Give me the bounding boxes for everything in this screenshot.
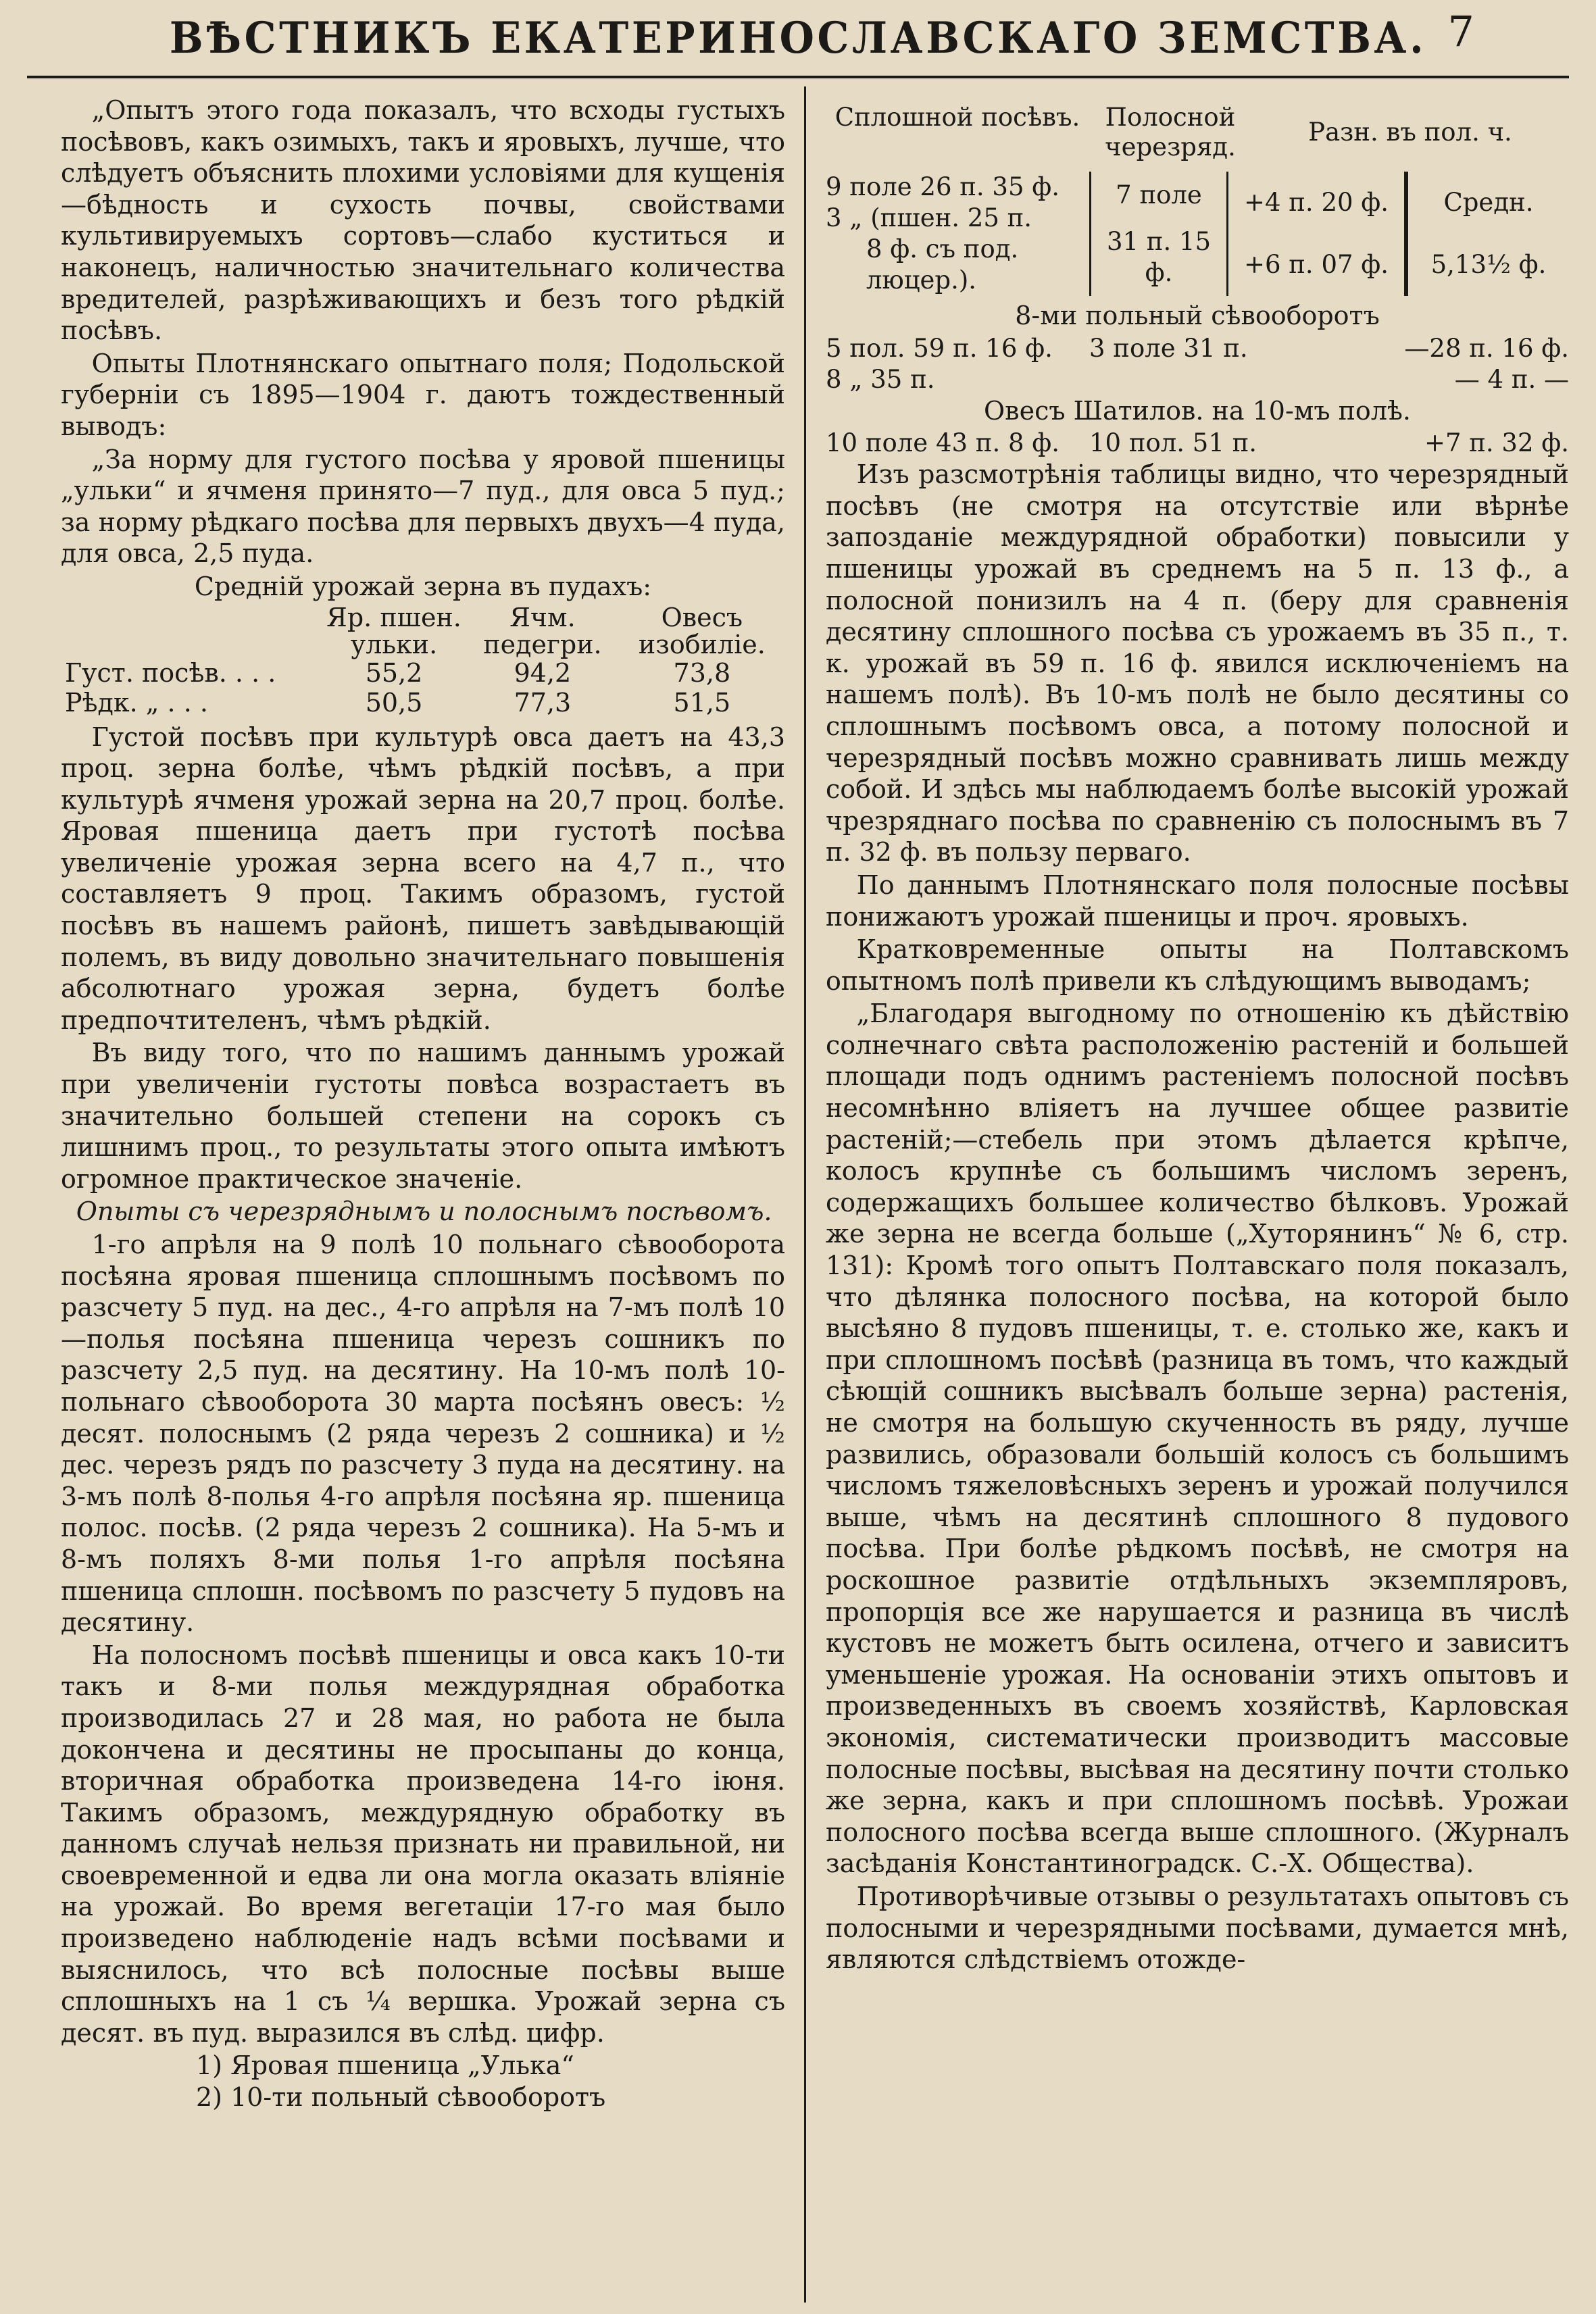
table-cell: — 4 п. — bbox=[1454, 364, 1569, 394]
paragraph: На полосномъ посѣвѣ пшеницы и овса какъ 10-ти такъ и 8-ми полья междурядная обработка производилась 27 и 28 мая, но работа не была докончена и десятины не просыпаны до конца, вторичная обработка произведена 14-го іюня. Такимъ образомъ, междурядную обработку въ данномъ случаѣ нельзя признать ни правильной, ни своевременной и едва ли она могла оказать вліяніе на урожай. Во время вегетаціи 17-го мая было произведено наблюденіе надъ всѣми посѣвами и выяснилось, что всѣ полосные посѣвы выше сплошныхъ на 1 съ ¼ вершка. Урожай зерна съ десят. въ пуд. выразился въ слѣд. цифр. bbox=[61, 1640, 785, 2048]
column-header: Разн. въ пол. ч. bbox=[1308, 118, 1512, 147]
column-header: Ячм. педегри. bbox=[483, 602, 602, 659]
paragraph: Опыты Плотнянскаго опытнаго поля; Подольской губерніи съ 1895—1904 г. даютъ тождественный выводъ: bbox=[61, 348, 785, 441]
average-cell bbox=[1406, 172, 1569, 296]
table-cell: 10 пол. 51 п. bbox=[1089, 428, 1257, 458]
column-divider bbox=[804, 86, 806, 2303]
comparison-block bbox=[826, 172, 1569, 296]
table-cell: —28 п. 16 ф. bbox=[1404, 333, 1569, 363]
difference-cell bbox=[1226, 172, 1406, 296]
table-cell: 73,8 bbox=[673, 657, 731, 688]
table-row bbox=[826, 333, 1569, 364]
cell-line: 7 поле bbox=[1116, 180, 1202, 209]
list-item: 2) 10-ти польный сѣвооборотъ bbox=[196, 2082, 606, 2113]
section-subheading: Опыты съ черезряднымъ и полоснымъ посѣвомъ. bbox=[76, 1197, 772, 1227]
table-cell: 5 пол. 59 п. 16 ф. bbox=[826, 333, 1053, 363]
cell-line: 3 „ (пшен. 25 п. bbox=[826, 203, 1032, 232]
table-cell: 50,5 bbox=[365, 687, 423, 718]
cell-line: +4 п. 20 ф. bbox=[1243, 188, 1389, 217]
cell-line: 31 п. 15 ф. bbox=[1106, 226, 1212, 287]
cell-line: 9 поле 26 п. 35 ф. bbox=[826, 172, 1059, 201]
table-cell: 3 поле 31 п. bbox=[1089, 333, 1248, 363]
paragraph: Противорѣчивые отзывы о результатахъ опытовъ съ полосными и черезрядными посѣвами, думается мнѣ, являются слѣдствіемъ отожде- bbox=[826, 1881, 1569, 1975]
table-row bbox=[826, 364, 1569, 395]
journal-title: ВѢСТНИКЪ ЕКАТЕРИНОСЛАВСКАГО ЗЕМСТВА. bbox=[169, 12, 1427, 64]
left-column bbox=[61, 95, 785, 2304]
cell-line: Средн. bbox=[1443, 188, 1534, 217]
paragraph: Кратковременные опыты на Полтавскомъ опытномъ полѣ привели къ слѣдующимъ выводамъ; bbox=[826, 934, 1569, 996]
paragraph: „Благодаря выгодному по отношенію къ дѣйствію солнечнаго свѣта расположенію растеній и большей площади подъ однимъ растеніемъ полосной посѣвъ несомнѣнно вліяетъ на лучшее общее развитіе растеній;—стебель при этомъ дѣлается крѣпче, колосъ крупнѣе съ большимъ числомъ зеренъ, содержащихъ большее количество бѣлковъ. Урожай же зерна не всегда больше („Хуторянинъ“ № 6, стр. 131): Кромѣ того опытъ Полтавскаго поля показалъ, что дѣлянка полосного посѣва, на которой было высѣяно 8 пудовъ пшеницы, т. е. столько же, какъ и при сплошномъ посѣвѣ (разница въ томъ, что каждый сѣющій сошникъ высѣвалъ больше зерна) растенія, не смотря на большую скученность въ ряду, лучше развились, образовали большій колосъ съ большимъ числомъ тяжеловѣсныхъ зеренъ и урожай получился выше, чѣмъ на десятинѣ сплошного 8 пудового посѣва. При болѣе рѣдкомъ посѣвѣ, не смотря на роскошное развитіе отдѣльныхъ экземпляровъ, пропорція все же нарушается и разница въ числѣ кустовъ не можетъ быть осилена, отчего и зависитъ уменьшеніе урожая. На основаніи этихъ опытовъ и произведенныхъ въ своемъ хозяйствѣ, Карловская экономія, систематически производитъ массовые полосные посѣвы, высѣвая на десятину почти столько же зерна, какъ и при сплошномъ посѣвѣ. Урожаи полосного посѣва всегда выше сплошного. (Журналъ засѣданія Константиноградск. С.-Х. Общества). bbox=[826, 999, 1569, 1879]
cell-line: 8 ф. съ под. люцер.). bbox=[866, 234, 1019, 295]
table-subtitle: Овесъ Шатилов. на 10-мъ полѣ. bbox=[984, 395, 1411, 426]
right-column bbox=[826, 95, 1569, 2304]
solid-sowing-cell bbox=[826, 172, 1089, 296]
table-cell: 10 поле 43 п. 8 ф. bbox=[826, 428, 1059, 458]
table-row bbox=[61, 658, 785, 688]
table-cell bbox=[1089, 364, 1292, 395]
yield-table bbox=[61, 604, 785, 718]
table-row bbox=[826, 428, 1569, 459]
table-caption: Средній урожай зерна въ пудахъ: bbox=[194, 571, 652, 601]
table-cell: 51,5 bbox=[673, 687, 731, 718]
paragraph: Въ виду того, что по нашимъ даннымъ урожай при увеличеніи густоты повѣса возрастаетъ въ значительно большей степени на сорокъ съ лишнимъ проц., то результаты этого опыта имѣютъ огромное практическое значеніе. bbox=[61, 1038, 785, 1194]
table-cell: +7 п. 32 ф. bbox=[1424, 428, 1569, 458]
table-cell: 55,2 bbox=[365, 657, 423, 688]
table-cell: 77,3 bbox=[514, 687, 572, 718]
table-header-row bbox=[61, 604, 785, 658]
table-row bbox=[61, 688, 785, 718]
paragraph: „Опытъ этого года показалъ, что всходы густыхъ посѣвовъ, какъ озимыхъ, такъ и яровыхъ, лучше, что слѣдуетъ объяснить плохими условіями для кущенія—бѣдность и сухость почвы, свойствами культивируемыхъ сортовъ—слабо куститься и наконецъ, наличностью значительнаго количества вредителей, разрѣживающихъ и безъ того рѣдкій посѣвъ. bbox=[61, 95, 785, 346]
column-header: Яр. пшен. ульки. bbox=[326, 602, 462, 659]
table-cell: 8 „ 35 п. bbox=[826, 364, 935, 394]
table-subtitle: 8-ми польный сѣвооборотъ bbox=[1015, 301, 1380, 330]
paragraph: Густой посѣвъ при культурѣ овса даетъ на 43,3 проц. зерна болѣе, чѣмъ рѣдкій посѣвъ, а при культурѣ ячменя урожай зерна на 20,7 проц. болѣе. Яровая пшеница даетъ при густотѣ посѣва увеличеніе урожая зерна всего на 4,7 п., что составляетъ 9 проц. Такимъ образомъ, густой посѣвъ въ нашемъ районѣ, пишетъ завѣдывающій полемъ, въ виду довольно значительнаго повышенія абсолютнаго урожая зерна, будетъ болѣе предпочтителенъ, чѣмъ рѣдкій. bbox=[61, 722, 785, 1035]
list-item: 1) Яровая пшеница „Улька“ bbox=[196, 2051, 574, 2081]
page-number: 7 bbox=[1447, 7, 1474, 56]
paragraph: „За норму для густого посѣва у яровой пшеницы „ульки“ и ячменя принято—7 пуд., для овса 5 пуд.; за норму рѣдкаго посѣва для первыхъ двухъ—4 пуда, для овса, 2,5 пуда. bbox=[61, 444, 785, 569]
cell-line: +6 п. 07 ф. bbox=[1243, 250, 1389, 279]
paragraph: Изъ разсмотрѣнія таблицы видно, что черезрядный посѣвъ (не смотря на отсутствіе или вѣрнѣе запозданіе междурядной обработки) повысили у пшеницы урожай въ среднемъ на 5 п. 13 ф., а полосной понизилъ на 4 п. (беру для сравненія десятину сплошного посѣва съ урожаемъ въ 35 п., т. к. урожай въ 59 п. 16 ф. явился исключеніемъ на нашемъ полѣ). Въ 10-мъ полѣ не было десятины со сплошнымъ посѣвомъ овса, а потому полосной и черезрядный посѣвъ можно сравнивать лишь между собой. И здѣсь мы наблюдаемъ болѣе высокій урожай чрезряднаго посѣва по сравненію съ полоснымъ въ 7 п. 32 ф. въ пользу перваго. bbox=[826, 459, 1569, 867]
table-cell: 94,2 bbox=[514, 657, 572, 688]
row-label: Рѣдк. „ . . . bbox=[65, 687, 208, 718]
cell-line: 5,13½ ф. bbox=[1430, 250, 1547, 279]
row-label: Густ. посѣв. . . . bbox=[65, 657, 276, 688]
column-header: Сплошной посѣвъ. bbox=[834, 103, 1080, 132]
paragraph: 1-го апрѣля на 9 полѣ 10 польнаго сѣвооборота посѣяна яровая пшеница сплошнымъ посѣвомъ по разсчету 5 пуд. на дес., 4-го апрѣля на 7-мъ полѣ 10—полья посѣяна пшеница черезъ сошникъ по разсчету 2,5 пуд. на десятину. На 10-мъ полѣ 10-польнаго сѣвооборота 30 марта посѣянъ овесъ: ½ десят. полоснымъ (2 ряда черезъ 2 сошника) и ½ дес. черезъ рядъ по разсчету 3 пуда на десятину. на 3-мъ полѣ 8-полья 4-го апрѣля посѣяна яр. пшеница полос. посѣв. (2 ряда черезъ 2 сошника). На 5-мъ и 8-мъ поляхъ 8-ми полья 1-го апрѣля посѣяна пшеница сплошн. посѣвомъ по разсчету 5 пудовъ на десятину. bbox=[61, 1230, 785, 1638]
paragraph: По даннымъ Плотнянскаго поля полосные посѣвы понижаютъ урожай пшеницы и проч. яровыхъ. bbox=[826, 870, 1569, 932]
running-header bbox=[27, 0, 1569, 78]
strip-sowing-cell bbox=[1089, 172, 1226, 296]
column-header: Овесъ изобиліе. bbox=[638, 602, 766, 659]
comparison-header bbox=[826, 103, 1569, 162]
column-header: Полосной черезряд. bbox=[1105, 103, 1236, 161]
